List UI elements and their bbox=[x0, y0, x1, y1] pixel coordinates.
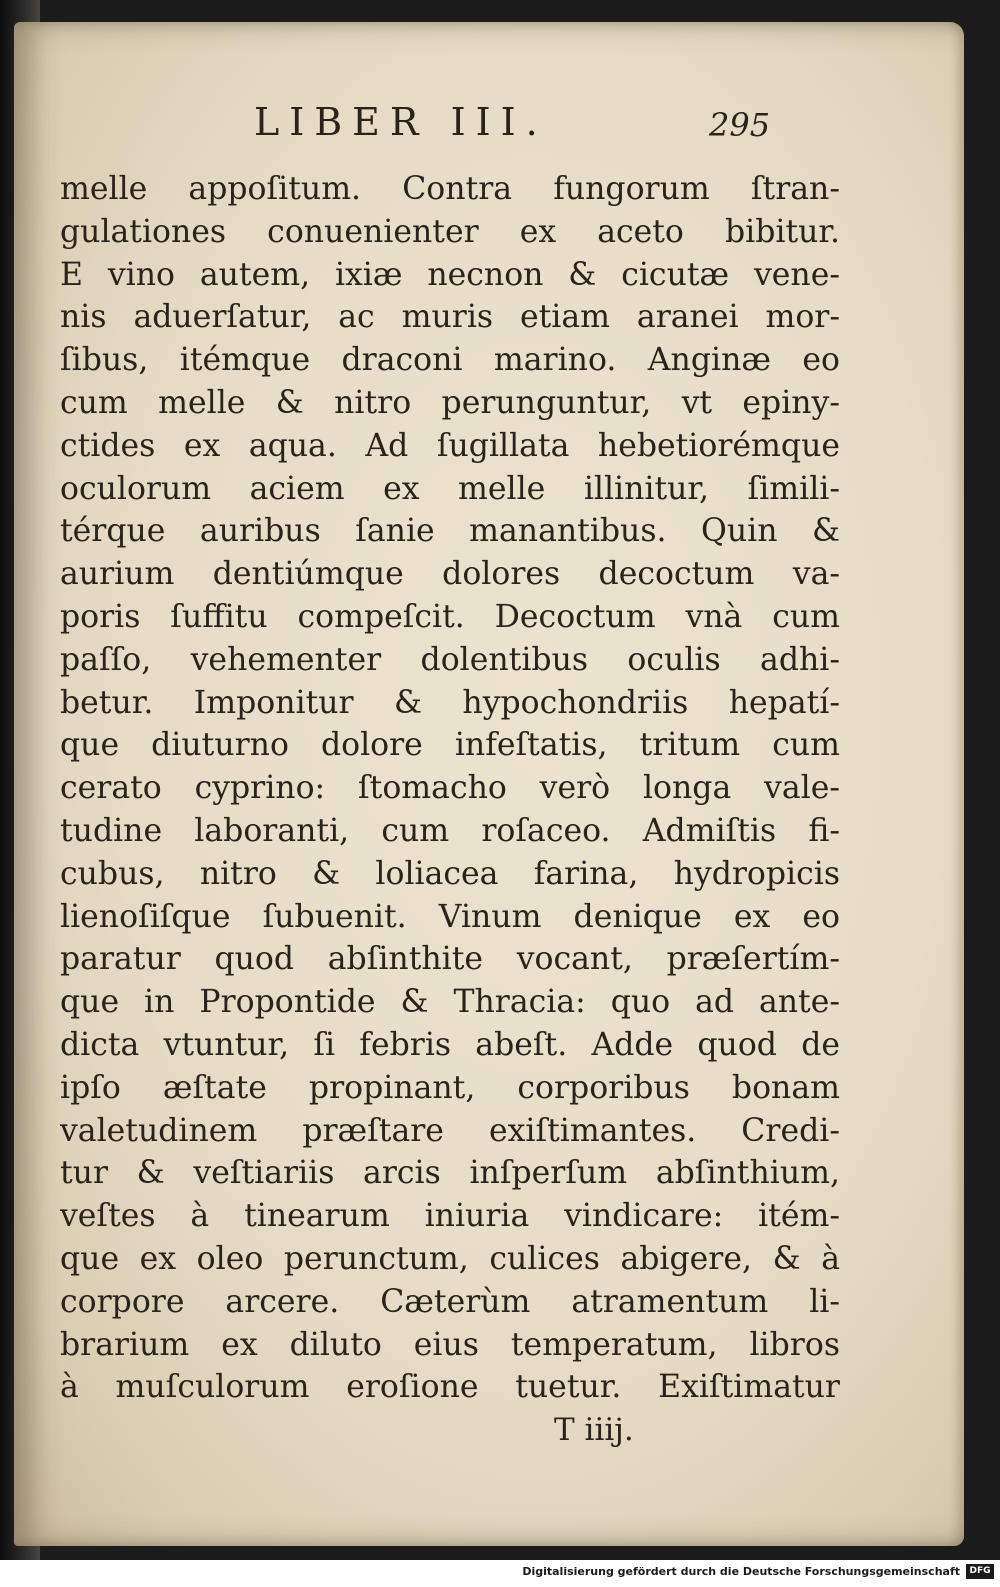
text-line: dicta vtuntur, ſi febris abeſt. Adde quod de bbox=[60, 1026, 840, 1063]
text-line: tudine laboranti, cum roſaceo. Admiſtis fi- bbox=[60, 812, 840, 849]
page-number: 295 bbox=[709, 106, 771, 144]
dfg-logo-icon: DFG bbox=[966, 1564, 994, 1579]
paper-sheet bbox=[14, 22, 964, 1546]
text-line: valetudinem præſtare exiſtimantes. Credi- bbox=[60, 1112, 840, 1149]
text-line: paſſo, vehementer dolentibus oculis adhi- bbox=[60, 641, 840, 678]
text-line: gulationes conuenienter ex aceto bibitur. bbox=[60, 213, 840, 250]
text-line: ſibus, itémque draconi marino. Anginæ eo bbox=[60, 342, 840, 379]
text-line: que ex oleo perunctum, culices abigere, & à bbox=[60, 1240, 840, 1277]
text-line: paratur quod abſinthite vocant, præſertím- bbox=[60, 941, 840, 978]
text-line: cum melle & nitro perunguntur, vt epiny- bbox=[60, 384, 840, 421]
text-line: que diuturno dolore infeſtatis, tritum cum bbox=[60, 727, 840, 764]
footer-credit: Digitalisierung gefördert durch die Deutsche Forschungsgemeinschaft bbox=[522, 1565, 960, 1578]
running-head: LIBER III. bbox=[254, 100, 548, 144]
text-line: nis aduerſatur, ac muris etiam aranei mor- bbox=[60, 299, 840, 336]
text-line: corpore arcere. Cæterùm atramentum li- bbox=[60, 1283, 840, 1320]
text-line: cerato cyprino: ſtomacho verò longa vale- bbox=[60, 770, 840, 807]
text-line: betur. Imponitur & hypochondriis hepatí- bbox=[60, 684, 840, 721]
text-line: melle appoſitum. Contra fungorum ſtran- bbox=[60, 171, 840, 207]
text-line: tur & veſtiariis arcis inſperſum abſinthium, bbox=[60, 1155, 840, 1192]
text-line: ipſo æſtate propinant, corporibus bonam bbox=[60, 1069, 840, 1106]
page-header bbox=[14, 100, 964, 160]
text-line: ctides ex aqua. Ad ſugillata hebetiorémque bbox=[60, 427, 840, 464]
text-line: que in Propontide & Thracia: quo ad ante- bbox=[60, 984, 840, 1021]
text-line: lienoſiſque ſubuenit. Vinum denique ex eo bbox=[60, 898, 840, 935]
text-line: à muſculorum eroſione tuetur. Exiſtimatur bbox=[60, 1369, 840, 1406]
text-line: aurium dentiúmque dolores decoctum va- bbox=[60, 556, 840, 593]
footer-bar bbox=[0, 1560, 1000, 1587]
body-text bbox=[60, 168, 840, 1408]
text-line: térque auribus ſanie manantibus. Quin & bbox=[60, 513, 840, 550]
text-line: oculorum aciem ex melle illinitur, ſimili- bbox=[60, 470, 840, 507]
text-line: E vino autem, ixiæ necnon & cicutæ vene- bbox=[60, 256, 840, 293]
text-line: veſtes à tinearum iniuria vindicare: itém- bbox=[60, 1198, 840, 1235]
signature-mark: T iiij. bbox=[554, 1412, 634, 1448]
text-line: poris ſuffitu compeſcit. Decoctum vnà cum bbox=[60, 598, 840, 635]
text-line: cubus, nitro & loliacea farina, hydropicis bbox=[60, 855, 840, 892]
text-line: brarium ex diluto eius temperatum, libros bbox=[60, 1326, 840, 1363]
